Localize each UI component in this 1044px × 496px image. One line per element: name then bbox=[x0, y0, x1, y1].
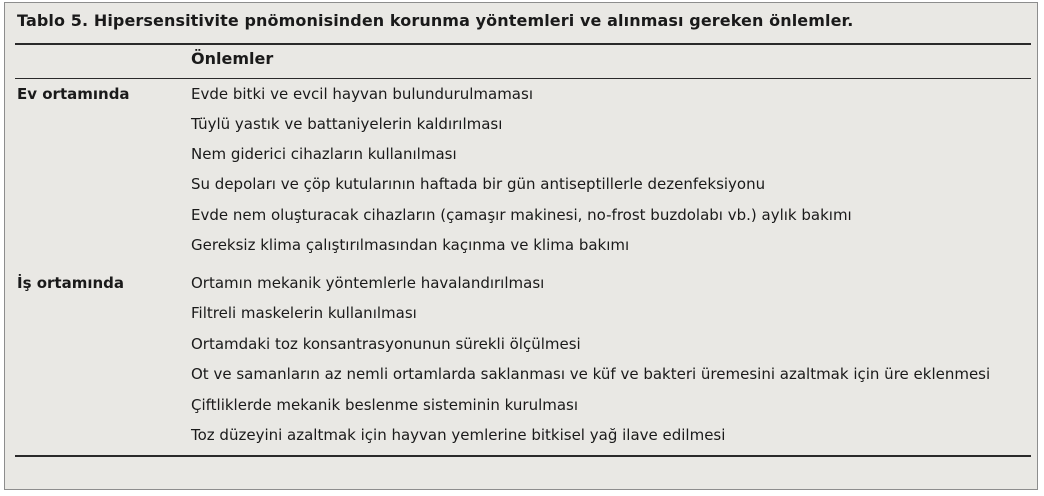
list-item: Ortamın mekanik yöntemlerle havalandırılması bbox=[191, 274, 545, 292]
list-item: Evde bitki ve evcil hayvan bulundurulmaması bbox=[191, 85, 533, 103]
list-item: Ortamdaki toz konsantrasyonunun sürekli ölçülmesi bbox=[191, 335, 581, 353]
column-header-onlemler: Önlemler bbox=[191, 49, 274, 68]
group-label-is: İş ortamında bbox=[17, 274, 125, 292]
list-item: Su depoları ve çöp kutularının haftada bir gün antiseptillerle dezenfeksiyonu bbox=[191, 175, 766, 193]
list-item: Gereksiz klima çalıştırılmasından kaçınma ve klima bakımı bbox=[191, 236, 630, 254]
list-item: Nem giderici cihazların kullanılması bbox=[191, 145, 457, 163]
top-rule bbox=[15, 43, 1031, 45]
list-item: Evde nem oluşturacak cihazların (çamaşır makinesi, no-frost buzdolabı vb.) aylık bakımı bbox=[191, 206, 852, 224]
list-item: Toz düzeyini azaltmak için hayvan yemlerine bitkisel yağ ilave edilmesi bbox=[191, 426, 726, 444]
list-item: Çiftliklerde mekanik beslenme sisteminin kurulması bbox=[191, 396, 579, 414]
group-label-ev: Ev ortamında bbox=[17, 85, 130, 103]
list-item: Filtreli maskelerin kullanılması bbox=[191, 304, 417, 322]
list-item: Tüylü yastık ve battaniyelerin kaldırılması bbox=[191, 115, 503, 133]
table-panel bbox=[4, 2, 1038, 490]
bottom-rule bbox=[15, 455, 1031, 457]
header-rule bbox=[15, 78, 1031, 79]
list-item: Ot ve samanların az nemli ortamlarda saklanması ve küf ve bakteri üremesini azaltmak için üre eklenmesi bbox=[191, 365, 991, 383]
table-caption: Tablo 5. Hipersensitivite pnömonisinden korunma yöntemleri ve alınması gereken önlemler. bbox=[17, 11, 854, 30]
